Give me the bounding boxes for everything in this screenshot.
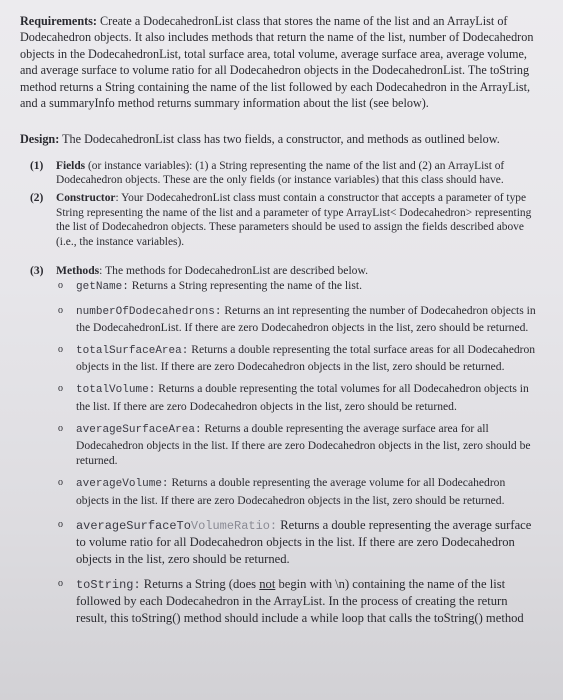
methods-label: Methods xyxy=(56,264,100,278)
bullet-icon: o xyxy=(58,518,63,530)
method-description: Returns a double representing the total volumes for all Dodecahedron objects in the list. If there are zero Dodecahedron objects in the list, zero should be returned. xyxy=(76,382,529,413)
method-item-averagevolume xyxy=(58,475,541,507)
method-description-cont: begin with \n) containing the name of the list followed by each Dodecahedron in the ArrayList. In the process of creating the return result, this toString() method should include a while loop that calls the toString() method xyxy=(76,577,524,625)
method-name-faded: VolumeRatio: xyxy=(190,518,278,533)
requirements-paragraph xyxy=(20,13,541,111)
method-name: getName: xyxy=(76,281,129,294)
method-description: Returns a double representing the average surface area for all Dodecahedron objects in the list. If there are zero Dodecahedron objects in the list, zero should be returned. xyxy=(76,421,531,468)
design-label: Design: xyxy=(20,132,60,147)
method-description: Returns a String representing the name of the list. xyxy=(128,279,362,293)
method-description: Returns a String (does xyxy=(140,577,260,592)
bullet-icon: o xyxy=(58,422,63,434)
underlined-word: not xyxy=(259,577,276,592)
method-name: totalVolume: xyxy=(76,384,156,397)
bullet-icon: o xyxy=(58,477,63,489)
method-description: Returns a double representing the average volume for all Dodecahedron objects in the list. If there are zero Dodecahedron objects in the list, zero should be returned. xyxy=(76,476,506,507)
item-label: Fields xyxy=(56,159,86,172)
methods-intro-text: : The methods for DodecahedronList are described below. xyxy=(99,264,368,278)
method-item-averagesurfacetovolumeratio xyxy=(58,517,541,567)
method-name: totalSurfaceArea: xyxy=(76,345,189,358)
design-text: The DodecahedronList class has two fields, a constructor, and methods as outlined below. xyxy=(59,132,500,147)
method-item-numberofdodecahedrons xyxy=(58,303,541,335)
method-item-getname xyxy=(58,278,541,295)
method-item-totalvolume xyxy=(58,381,541,413)
item-number: (3) xyxy=(30,264,44,278)
item-text: (or instance variables): (1) a String representing the name of the list and (2) an ArrayList of Dodecahedron objects. These are the only fields (or instance variables) that this class should have. xyxy=(56,159,505,187)
item-number: (2) xyxy=(30,192,44,205)
bullet-icon: o xyxy=(58,280,63,292)
method-name: averageSurfaceArea: xyxy=(76,423,202,436)
method-description: Returns a double representing the total surface areas for all Dodecahedron objects in the list. If there are zero Dodecahedron objects in the list, zero should be returned. xyxy=(76,343,536,374)
design-paragraph xyxy=(20,131,541,147)
method-item-tostring xyxy=(58,576,541,626)
method-item-totalsurfacearea xyxy=(58,342,541,374)
method-item-averagesurfacearea xyxy=(58,421,541,469)
method-name: averageSurfaceTo xyxy=(76,518,191,533)
methods-heading xyxy=(30,263,541,278)
requirements-text: Create a DodecahedronList class that stores the name of the list and an ArrayList of Dodecahedron objects. It also includes methods that return the name of the list, number of Dodecahedron objects in the DodecahedronList, total surface area, total volume, average surface area, average volume, and average surface to volume ratio for all Dodecahedron objects in the DodecahedronList. The toString method returns a String containing the name of the list followed by each Dodecahedron in the ArrayList, and a summaryInfo method returns summary information about the list (see below). xyxy=(20,14,534,111)
method-description: Returns an int representing the number of Dodecahedron objects in the DodecahedronList. If there are zero Dodecahedron objects in the list, zero should be returned. xyxy=(76,303,536,334)
method-name: numberOfDodecahedrons: xyxy=(76,305,222,318)
list-item-fields xyxy=(30,159,541,188)
methods-list xyxy=(30,278,541,626)
list-item-constructor xyxy=(30,191,541,249)
numbered-list xyxy=(30,159,541,250)
requirements-label: Requirements: xyxy=(20,14,97,28)
item-number: (1) xyxy=(30,159,44,172)
bullet-icon: o xyxy=(58,344,63,356)
bullet-icon: o xyxy=(58,578,63,590)
bullet-icon: o xyxy=(58,383,63,395)
item-label: Constructor xyxy=(56,192,116,205)
method-name: averageVolume: xyxy=(76,478,169,491)
item-text: : Your DodecahedronList class must contain a constructor that accepts a parameter of type String representing the name of the list and a parameter of type ArrayList< Dodecahedron> representing the list of Dodecahedron objects. These parameters should be used to assign the fields described above (i.e., the instance variables). xyxy=(56,192,532,248)
method-name: toString: xyxy=(76,578,141,593)
method-description: Returns a double representing the average surface to volume ratio for all Dodecahedron objects in the list. If there are zero Dodecahedron objects in the list, zero should be returned. xyxy=(76,517,532,566)
bullet-icon: o xyxy=(58,304,63,316)
methods-section xyxy=(30,263,541,626)
